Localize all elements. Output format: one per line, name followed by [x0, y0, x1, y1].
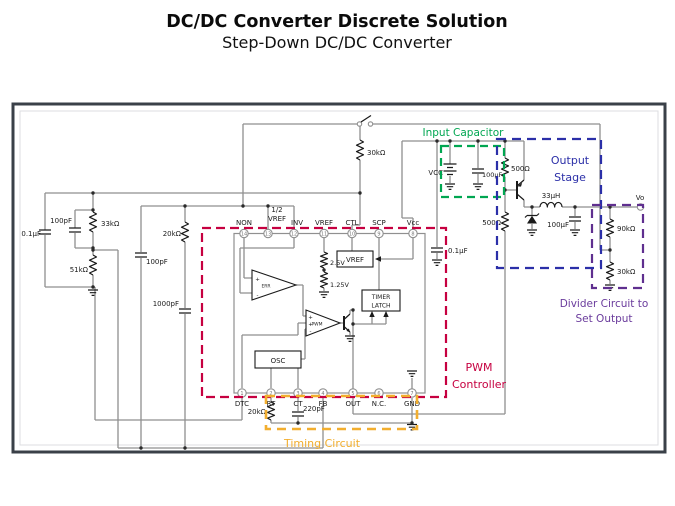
- label-33k: 33kΩ: [101, 220, 120, 228]
- svg-text:VREF: VREF: [267, 215, 287, 223]
- svg-text:9: 9: [377, 231, 381, 238]
- resistor-ref-upper: [321, 252, 328, 268]
- svg-text:12: 12: [290, 231, 298, 238]
- pwm-controller-label-1: PWM: [465, 361, 493, 374]
- label-100pf-comp: 100pF: [146, 258, 168, 266]
- capacitor-1000pf: [179, 309, 191, 313]
- svg-text:1/2: 1/2: [271, 206, 283, 214]
- compensation-wires: [141, 206, 185, 448]
- ground-scp: [432, 260, 442, 265]
- ground-cout: [570, 230, 580, 235]
- pwm-controller-label-2: Controller: [451, 378, 507, 391]
- vo-label: Vo: [635, 194, 645, 202]
- ref-25v-label: 2.5V: [330, 259, 345, 267]
- ground-left: [88, 290, 98, 295]
- label-220pf: 220pF: [303, 405, 325, 413]
- label-20k-comp: 20kΩ: [162, 230, 181, 238]
- svg-text:GND: GND: [403, 400, 421, 408]
- pnp-transistor: [517, 180, 524, 200]
- svg-text:N.C.: N.C.: [371, 400, 387, 408]
- svg-text:4: 4: [321, 391, 325, 397]
- svg-text:8: 8: [411, 231, 415, 238]
- catch-diode: [525, 214, 539, 224]
- fb-dtc-wires: [93, 250, 323, 448]
- divider-label-2: Set Output: [575, 313, 633, 325]
- resistor-33k: [90, 212, 97, 232]
- error-amp-minus: -: [256, 293, 259, 299]
- svg-text:CT: CT: [293, 400, 303, 408]
- svg-text:NON: NON: [236, 219, 252, 227]
- svg-text:7: 7: [410, 391, 414, 397]
- label-100uf-output: 100µF: [547, 221, 569, 229]
- resistor-51k: [90, 255, 97, 275]
- ic-internal-blocks: [252, 251, 400, 368]
- ground-ic-internal: [407, 371, 417, 376]
- resistor-20k-comp: [182, 222, 189, 242]
- timing-circuit-label: Timing Circuit: [283, 437, 361, 450]
- ic-pins-bottom: [235, 389, 420, 408]
- resistor-30k-divider: [607, 262, 614, 280]
- label-vcc: VCC: [428, 169, 443, 177]
- latch-arrow-1: [369, 311, 374, 317]
- ground-diode: [527, 230, 537, 235]
- ground-ref: [319, 292, 329, 297]
- divider-label-1: Divider Circuit to: [559, 298, 649, 310]
- power-switch: [357, 116, 372, 127]
- error-amp: [252, 270, 296, 300]
- label-30k-top: 30kΩ: [367, 149, 386, 157]
- capacitor-01uf-scp: [431, 248, 443, 252]
- svg-text:10: 10: [348, 231, 356, 238]
- error-amp-plus: +: [255, 277, 260, 283]
- page-subtitle: Step-Down DC/DC Converter: [222, 33, 452, 52]
- input-capacitor-label: Input Capacitor: [422, 127, 504, 139]
- capacitor-100pf-left: [69, 228, 81, 232]
- osc-block-label: OSC: [270, 357, 286, 365]
- resistor-90k: [607, 219, 614, 237]
- svg-text:CTL: CTL: [345, 219, 359, 227]
- label-01uf-scp: 0.1µF: [448, 247, 468, 255]
- label-33uh: 33µH: [541, 192, 561, 200]
- pwm-plus-2: +: [308, 322, 313, 328]
- label-01uf-left: 0.1µF: [21, 230, 41, 238]
- pwm-minus: -: [309, 329, 312, 335]
- svg-text:3: 3: [296, 391, 300, 397]
- label-100uf-input: 100µF: [482, 171, 503, 179]
- component-labels: [21, 149, 636, 416]
- capacitor-100pf-comp: [135, 253, 147, 257]
- label-30k-divider: 30kΩ: [617, 268, 636, 276]
- svg-text:Vcc: Vcc: [406, 219, 420, 227]
- svg-text:SCP: SCP: [372, 219, 386, 227]
- npn-transistor-ic: [344, 314, 350, 332]
- ground-cin: [473, 184, 483, 189]
- timing-wires: [271, 398, 412, 423]
- label-20k-rt: 20kΩ: [247, 408, 266, 416]
- svg-text:2: 2: [269, 391, 273, 397]
- svg-text:5: 5: [351, 391, 355, 397]
- latch-arrow-2: [383, 311, 388, 317]
- timer-latch-label-1: TIMER: [371, 294, 391, 301]
- error-amp-label: ERR: [261, 284, 271, 290]
- ground-vcc: [445, 184, 455, 189]
- label-500-upper: 500Ω: [511, 165, 530, 173]
- svg-text:FB: FB: [318, 400, 328, 408]
- svg-text:RT: RT: [266, 400, 276, 408]
- battery-vcc: [444, 164, 457, 175]
- vref-arrow: [375, 256, 381, 262]
- resistor-30k-top: [357, 140, 364, 160]
- svg-text:1: 1: [240, 391, 244, 397]
- svg-text:14: 14: [240, 231, 248, 238]
- inductor-33uh: [540, 202, 562, 207]
- ref-125v-label: 1.25V: [330, 281, 349, 289]
- svg-text:11: 11: [320, 231, 328, 238]
- pwm-controller-box: [202, 228, 446, 397]
- svg-text:DTC: DTC: [234, 400, 250, 408]
- svg-text:VREF: VREF: [314, 219, 334, 227]
- pwm-comparator-label: PWM: [311, 322, 323, 328]
- resistor-500-lower: [502, 212, 509, 231]
- label-100pf-left: 100pF: [50, 217, 72, 225]
- label-1000pf: 1000pF: [152, 300, 179, 308]
- capacitor-100uf-output: [569, 217, 581, 221]
- pwm-plus-1: +: [308, 315, 313, 321]
- output-stage-label-1: Output: [550, 154, 590, 167]
- vref-block-label: VREF: [345, 256, 365, 264]
- ic-body: [234, 231, 425, 394]
- page-title: DC/DC Converter Discrete Solution: [166, 12, 508, 32]
- label-51k: 51kΩ: [69, 266, 88, 274]
- svg-text:13: 13: [264, 231, 272, 238]
- svg-text:OUT: OUT: [345, 400, 361, 408]
- label-500-lower: 500Ω: [482, 219, 501, 227]
- timer-latch-label-2: LATCH: [371, 302, 391, 310]
- pin-6: [372, 389, 387, 408]
- label-90k: 90kΩ: [617, 225, 636, 233]
- timing-circuit-box: [266, 396, 417, 429]
- enable-wires: [352, 126, 360, 229]
- output-stage-label-2: Stage: [554, 171, 586, 184]
- svg-text:6: 6: [377, 391, 381, 397]
- component-symbols: [39, 116, 615, 430]
- resistor-ref-lower: [321, 272, 328, 288]
- svg-text:INV: INV: [290, 219, 304, 227]
